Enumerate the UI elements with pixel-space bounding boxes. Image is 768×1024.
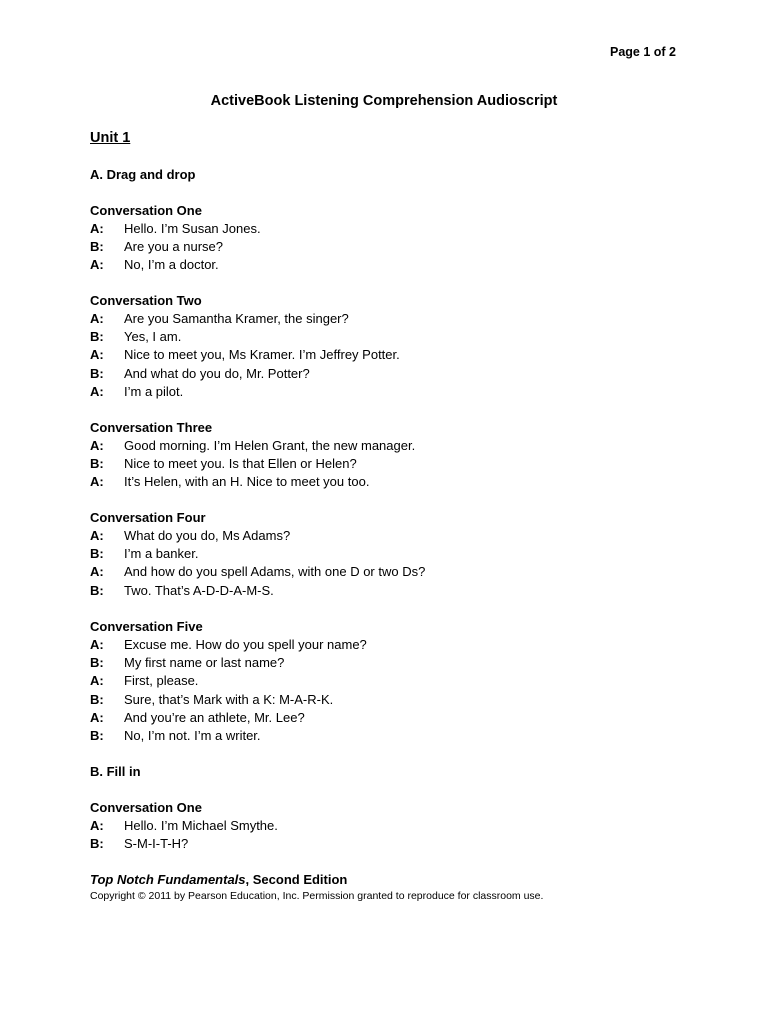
speaker-label: A: [90, 221, 104, 236]
utterance: I’m a pilot. [124, 383, 184, 399]
dialogue-line [90, 636, 690, 654]
speaker-label: A: [90, 528, 104, 543]
conversation-a1 [90, 202, 690, 275]
section-heading-a: A. Drag and drop [90, 167, 196, 182]
utterance: I’m a banker. [124, 546, 199, 562]
conversation-a5 [90, 618, 690, 745]
utterance: And how do you spell Adams, with one D or two Ds? [124, 564, 426, 580]
speaker-label: B: [90, 456, 104, 472]
utterance: What do you do, Ms Adams? [124, 528, 291, 543]
speaker-label: A: [90, 438, 104, 453]
utterance: Excuse me. How do you spell your name? [124, 637, 367, 652]
book-edition: , Second Edition [245, 872, 348, 887]
section-heading-b: B. Fill in [90, 764, 141, 779]
dialogue-line [90, 582, 690, 600]
dialogue-line [90, 563, 690, 581]
dialogue-line [90, 455, 690, 473]
speaker-label: A: [90, 347, 104, 363]
dialogue-line [90, 256, 690, 274]
utterance: Sure, that’s Mark with a K: M-A-R-K. [124, 691, 334, 707]
dialogue-line [90, 220, 690, 238]
conversation-a2 [90, 292, 690, 401]
dialogue-line [90, 437, 690, 455]
speaker-label: B: [90, 329, 104, 345]
dialogue-line [90, 328, 690, 346]
dialogue-line [90, 545, 690, 563]
dialogue-line [90, 527, 690, 545]
dialogue-line [90, 238, 690, 256]
dialogue-line [90, 383, 690, 401]
conversation-title: Conversation Five [90, 619, 203, 634]
speaker-label: A: [90, 673, 104, 689]
footer-book-title [90, 872, 347, 887]
conversation-b1 [90, 799, 690, 853]
utterance: S-M-I-T-H? [124, 836, 189, 852]
utterance: Good morning. I’m Helen Grant, the new manager. [124, 438, 416, 453]
conversation-a3 [90, 419, 690, 492]
utterance: Nice to meet you, Ms Kramer. I’m Jeffrey Potter. [124, 347, 400, 363]
speaker-label: A: [90, 383, 104, 399]
utterance: Nice to meet you. Is that Ellen or Helen? [124, 456, 357, 472]
utterance: Two. That’s A-D-D-A-M-S. [124, 582, 274, 598]
utterance: First, please. [124, 673, 199, 689]
dialogue-line [90, 672, 690, 690]
speaker-label: B: [90, 836, 104, 852]
speaker-label: B: [90, 727, 104, 743]
speaker-label: B: [90, 365, 104, 381]
dialogue-line [90, 346, 690, 364]
footer-copyright: Copyright © 2011 by Pearson Education, Inc. Permission granted to reproduce for classroom use. [90, 890, 544, 902]
utterance: It’s Helen, with an H. Nice to meet you too. [124, 474, 370, 490]
speaker-label: A: [90, 709, 104, 725]
dialogue-line [90, 835, 690, 853]
speaker-label: A: [90, 474, 104, 490]
utterance: And you’re an athlete, Mr. Lee? [124, 709, 305, 725]
conversation-title: Conversation Four [90, 510, 206, 525]
conversation-title: Conversation Two [90, 293, 202, 308]
speaker-label: A: [90, 637, 104, 652]
utterance: No, I’m a doctor. [124, 257, 219, 273]
dialogue-line [90, 365, 690, 383]
book-title: Top Notch Fundamentals [90, 872, 246, 887]
page-number: Page 1 of 2 [610, 45, 676, 59]
utterance: Are you Samantha Kramer, the singer? [124, 311, 349, 326]
speaker-label: B: [90, 582, 104, 598]
speaker-label: B: [90, 655, 104, 671]
unit-heading: Unit 1 [90, 130, 131, 146]
dialogue-line [90, 691, 690, 709]
utterance: No, I’m not. I’m a writer. [124, 727, 261, 743]
utterance: And what do you do, Mr. Potter? [124, 365, 310, 381]
speaker-label: A: [90, 564, 104, 580]
conversation-title: Conversation One [90, 203, 202, 218]
dialogue-line [90, 709, 690, 727]
speaker-label: B: [90, 691, 104, 707]
utterance: My first name or last name? [124, 655, 285, 671]
utterance: Hello. I’m Susan Jones. [124, 221, 261, 236]
utterance: Yes, I am. [124, 329, 182, 345]
speaker-label: A: [90, 257, 104, 273]
speaker-label: A: [90, 818, 104, 833]
dialogue-line [90, 310, 690, 328]
dialogue-line [90, 727, 690, 745]
speaker-label: B: [90, 546, 104, 562]
dialogue-line [90, 817, 690, 835]
conversation-title: Conversation Three [90, 420, 213, 435]
document-title: ActiveBook Listening Comprehension Audioscript [210, 93, 558, 109]
utterance: Are you a nurse? [124, 239, 224, 255]
utterance: Hello. I’m Michael Smythe. [124, 818, 278, 833]
conversation-title: Conversation One [90, 800, 202, 815]
conversation-a4 [90, 509, 690, 600]
dialogue-line [90, 654, 690, 672]
speaker-label: A: [90, 311, 104, 326]
speaker-label: B: [90, 239, 104, 255]
dialogue-line [90, 473, 690, 491]
